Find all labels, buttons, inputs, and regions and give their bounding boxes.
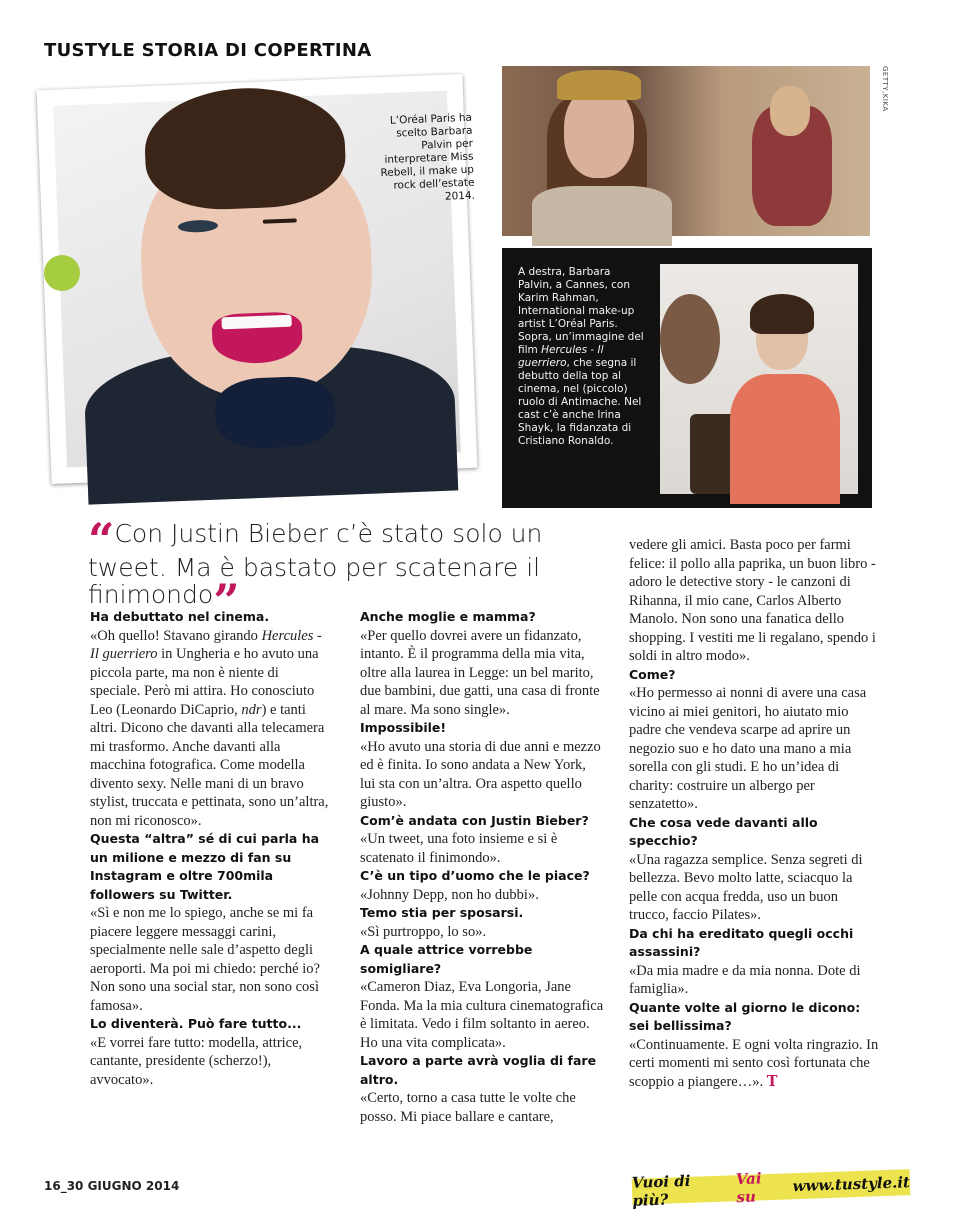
interview-answer: «Da mia madre e da mia nonna. Dote di famiglia».	[629, 962, 861, 997]
makeup-artist-shape	[660, 294, 720, 384]
interview-question: A quale attrice vorrebbe somigliare?	[360, 942, 533, 976]
interview-answer	[629, 1036, 881, 1092]
interview-question: Come?	[629, 666, 676, 682]
interview-question: Temo stia per sposarsi.	[360, 905, 524, 920]
interview-answer: «Certo, torno a casa tutte le volte che posso. Mi piace ballare e cantare,	[360, 1090, 576, 1125]
interview-question: Lavoro a parte avrà voglia di fare altro.	[360, 1053, 597, 1087]
close-quote-mark: ”	[213, 574, 240, 628]
caption-text: , che segna il debutto della top al cinema, nel (piccolo) ruolo di Antimache. Nel cast c’è anche Irina Shayk, la fidanzata di Cristiano Ronaldo.	[518, 357, 642, 447]
article-column-3	[629, 536, 881, 1091]
promo-banner[interactable]	[631, 1169, 911, 1210]
cannes-photo-panel	[502, 248, 872, 508]
cannes-photo-caption	[518, 266, 648, 448]
interview-question: Quante volte al giorno le dicono: sei bellissima?	[629, 999, 861, 1033]
interview-answer: «Ho permesso ai nonni di avere una casa vicino ai miei genitori, ho aiutato mio padre che vendeva scarpe ad aprire un negozio suo e ho dato una mano a mia sorella con gli studi. E ho un’idea di charity: costruire un albergo per senzatetto».	[629, 685, 867, 812]
interview-answer: vedere gli amici. Basta poco per farmi felice: il pollo alla paprika, un buon libro - adoro le detective story - le canzoni di Rihanna, il mio cane, Carlos Alberto Manolo. Non sono una fanatica dello shopping. I vestiti me li regalano, spendo i soldi in altro modo».	[629, 537, 876, 664]
interview-question: Che cosa vede davanti allo specchio?	[629, 814, 818, 848]
actor-head-shape	[770, 86, 810, 136]
interview-answer: «Cameron Diaz, Eva Longoria, Jane Fonda. Ma la mia cultura cinematografica è limitata. Vedo i film soltanto in aereo. Ho una vita complicata».	[360, 979, 604, 1051]
end-mark: T	[766, 1072, 778, 1090]
interview-question: Da chi ha ereditato quegli occhi assassini?	[629, 925, 854, 959]
hair-shape	[750, 294, 814, 334]
interview-answer: «Sì e non me lo spiego, anche se mi fa piacere leggere messaggi carini, specialmente nelle sale d’aspetto degli aeroporti. Ma poi mi chiedo: perché io? Non sono una social star, non sono così famosa».	[90, 905, 320, 1014]
interview-question: C’è un tipo d’uomo che le piace?	[360, 868, 590, 883]
photo-credit: GETTY,KIKA	[881, 66, 889, 112]
interview-answer: «E vorrei fare tutto: modella, attrice, cantante, presidente (scherzo!), avvocato».	[90, 1034, 303, 1088]
article-column-1	[90, 608, 330, 1089]
film-title: Hercules - Il guerriero	[90, 627, 322, 662]
interview-answer: «Una ragazza semplice. Senza segreti di bellezza. Bevo molto latte, sciacquo la pelle con acqua fredda, uso un buon trucco, faccio Pilates».	[629, 851, 863, 923]
interview-question: Anche moglie e mamma?	[360, 609, 536, 624]
interview-question: Impossibile!	[360, 720, 447, 735]
crown-shape	[557, 70, 641, 100]
caption-film-title: Hercules - Il guerriero	[518, 344, 604, 369]
promo-separator: Vai su	[735, 1169, 762, 1207]
page-info: 16_30 GIUGNO 2014	[44, 1179, 180, 1193]
decorative-dot	[44, 255, 80, 291]
interview-answer: «Un tweet, una foto insieme e si è scatenato il finimondo».	[360, 831, 558, 866]
interview-answer: «Sì purtroppo, lo so».	[360, 923, 487, 940]
interview-question: Ha debuttato nel cinema.	[90, 609, 270, 624]
answer-text: in Ungheria e ho avuto una piccola parte, ma non è niente di speciale. Però mi attira. Ho conosciuto Leo (Leonardo DiCaprio,	[90, 646, 319, 718]
interview-question: Lo diventerà. Può fare tutto...	[90, 1016, 302, 1031]
caption-text: A destra, Barbara Palvin, a Cannes, con Karim Rahman, International make-up artist L’Oréal Paris. Sopra, un’immagine del film	[518, 266, 644, 356]
cover-photo	[53, 91, 476, 468]
cover-photo-frame	[37, 74, 478, 484]
cover-photo-caption: L’Oréal Paris ha scelto Barbara Palvin per interpretare Miss Rebell, il make up rock dell’estate 2014.	[380, 111, 476, 203]
interview-answer	[90, 627, 330, 831]
film-still-photo	[502, 66, 870, 236]
section-title: TUSTYLE STORIA DI COPERTINA	[44, 40, 372, 61]
interview-question: Questa “altra” sé di cui parla ha un milione e mezzo di fan su Instagram e oltre 700mila followers su Twitter.	[90, 831, 320, 902]
bow-tie-shape	[214, 375, 337, 450]
article-column-2	[360, 608, 604, 1126]
open-quote-mark: “	[88, 513, 115, 567]
robe-shape	[532, 186, 672, 246]
hair-shape	[143, 85, 347, 213]
cannes-photo	[660, 264, 858, 494]
pull-quote-text: Con Justin Bieber c’è stato solo un tweet. Ma è bastato per scatenare il finimondo	[88, 519, 543, 609]
interview-question: Com’è andata con Justin Bieber?	[360, 812, 589, 828]
editor-note: ndr	[241, 701, 262, 718]
answer-text: «Continuamente. E ogni volta ringrazio. In certi momenti mi sento così fortunata che scoppio a piangere…».	[629, 1036, 879, 1090]
promo-site-link[interactable]: www.tustyle.it	[792, 1173, 911, 1196]
dress-shape	[730, 374, 840, 504]
interview-answer: «Ho avuto una storia di due anni e mezzo ed è finita. Io sono andata a New York, lui sta con un’altra. Ora aspetto quello giusto».	[360, 738, 601, 810]
interview-answer: «Johnny Depp, non ho dubbi».	[360, 886, 539, 903]
interview-answer: «Per quello dovrei avere un fidanzato, intanto. È il programma della mia vita, oltre alla laurea in Legge: un bel marito, due bambini, due gatti, una casa di fronte al mare. Ma sono single».	[360, 627, 600, 718]
answer-text: «Oh quello! Stavano girando	[90, 627, 262, 644]
promo-text: Vuoi di più?	[631, 1171, 691, 1210]
answer-text: ) e tanti altri. Dicono che davanti alla telecamera mi trasformo. Anche davanti alla macchina fotografica. Come modella divento sexy. Nelle mani di un bravo stylist, truccata e pettinata, sono un’altra, non mi riconosco».	[90, 701, 329, 829]
